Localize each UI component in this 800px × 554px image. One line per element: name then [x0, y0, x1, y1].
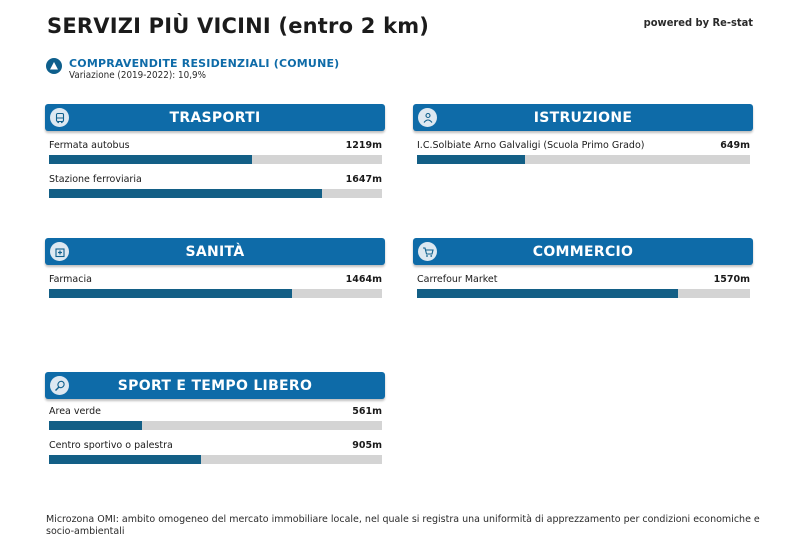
- section-istruzione: [413, 104, 753, 167]
- progress-fill: [49, 289, 292, 298]
- section-sport: [45, 372, 385, 467]
- list-item: [49, 399, 382, 433]
- footnote: Microzona OMI: ambito omogeneo del mercato immobiliare locale, nel quale si registra una uniformità di apprezzamento per condizioni economiche e socio-ambientali: [46, 514, 760, 537]
- item-name: Area verde: [49, 406, 101, 417]
- section-sanita: [45, 238, 385, 301]
- item-distance: 1219m: [345, 140, 382, 151]
- list-item: [49, 433, 382, 467]
- stat-title: COMPRAVENDITE RESIDENZIALI (COMUNE): [69, 57, 340, 70]
- progress-track: [417, 155, 750, 164]
- section-trasporti: [45, 104, 385, 201]
- item-name: Stazione ferroviaria: [49, 174, 142, 185]
- item-name: Carrefour Market: [417, 274, 498, 285]
- item-distance: 1464m: [345, 274, 382, 285]
- item-name: Centro sportivo o palestra: [49, 440, 173, 451]
- progress-fill: [49, 155, 252, 164]
- section-header: [45, 104, 385, 131]
- list-item: [49, 133, 382, 167]
- item-name: I.C.Solbiate Arno Galvaligi (Scuola Primo Grado): [417, 140, 645, 151]
- list-item: [417, 133, 750, 167]
- hospital-icon: [50, 242, 69, 261]
- item-name: Farmacia: [49, 274, 92, 285]
- cart-icon: [418, 242, 437, 261]
- section-header: [45, 372, 385, 399]
- bus-icon: [50, 108, 69, 127]
- item-name: Fermata autobus: [49, 140, 130, 151]
- item-distance: 1647m: [345, 174, 382, 185]
- tennis-icon: [50, 376, 69, 395]
- progress-track: [49, 289, 382, 298]
- progress-track: [49, 189, 382, 198]
- section-commercio: [413, 238, 753, 301]
- progress-fill: [49, 189, 322, 198]
- progress-track: [417, 289, 750, 298]
- item-distance: 561m: [352, 406, 382, 417]
- list-item: [49, 267, 382, 301]
- progress-fill: [49, 421, 142, 430]
- triangle-icon: [46, 58, 62, 74]
- progress-track: [49, 455, 382, 464]
- item-distance: 905m: [352, 440, 382, 451]
- progress-fill: [417, 155, 525, 164]
- stat-subtitle: Variazione (2019-2022): 10,9%: [69, 70, 206, 81]
- school-icon: [418, 108, 437, 127]
- section-title: COMMERCIO: [532, 243, 634, 260]
- progress-fill: [417, 289, 678, 298]
- item-distance: 1570m: [713, 274, 750, 285]
- progress-track: [49, 155, 382, 164]
- section-title: SPORT E TEMPO LIBERO: [117, 377, 313, 394]
- powered-by-label: powered by Re-stat: [643, 16, 753, 29]
- section-header: [413, 238, 753, 265]
- list-item: [49, 167, 382, 201]
- progress-fill: [49, 455, 201, 464]
- section-header: [45, 238, 385, 265]
- page-title: SERVIZI PIÙ VICINI (entro 2 km): [47, 14, 430, 38]
- progress-track: [49, 421, 382, 430]
- section-title: TRASPORTI: [169, 109, 261, 126]
- section-title: SANITÀ: [185, 243, 245, 260]
- section-header: [413, 104, 753, 131]
- list-item: [417, 267, 750, 301]
- item-distance: 649m: [720, 140, 750, 151]
- section-title: ISTRUZIONE: [533, 109, 633, 126]
